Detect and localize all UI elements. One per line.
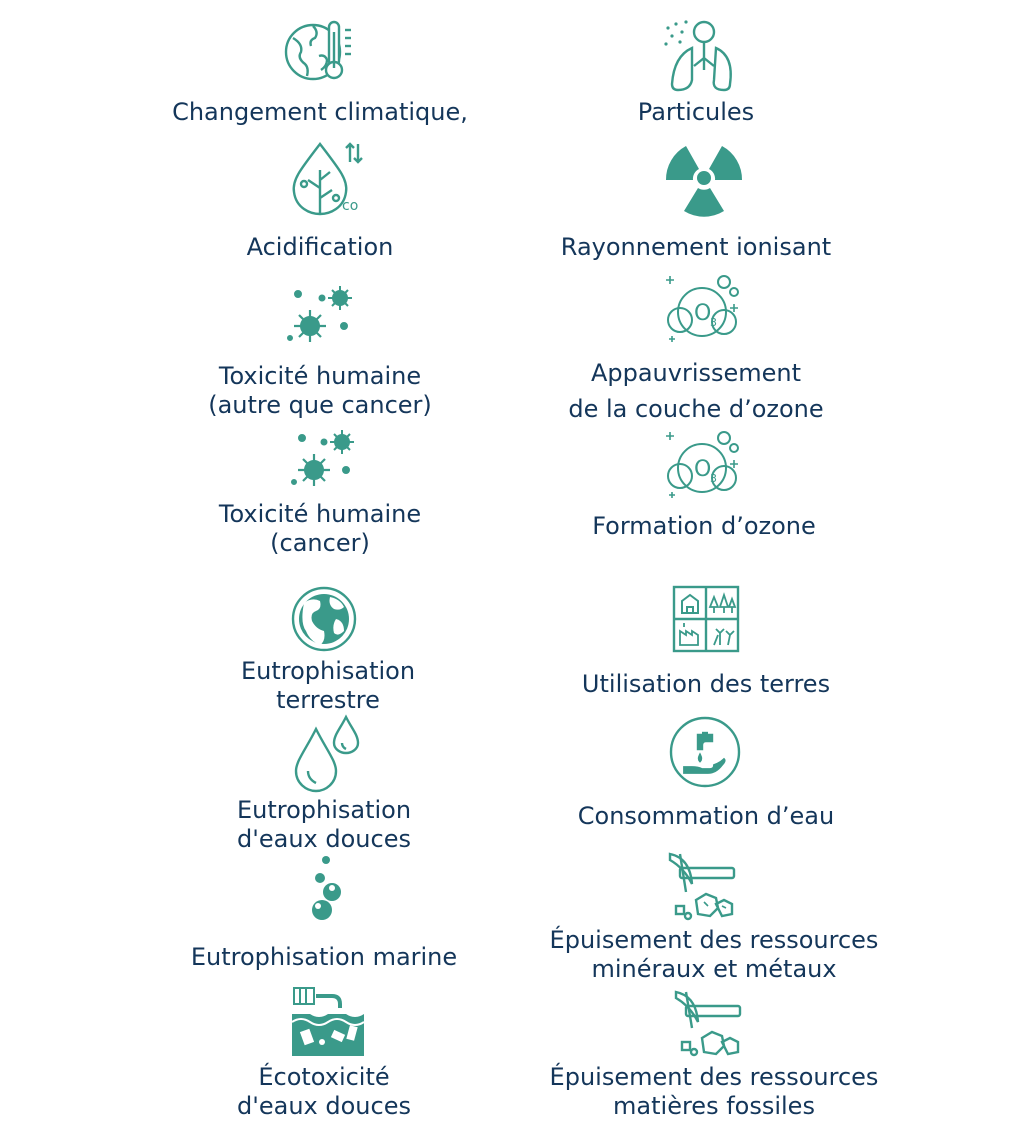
impact-label: Formation d’ozone: [592, 512, 816, 540]
virus-icon: [290, 428, 366, 497]
polluted-water-icon: [292, 986, 364, 1061]
impact-label: Consommation d’eau: [577, 802, 835, 830]
ozone-symbol: O: [694, 301, 712, 326]
svg-text:co: co: [342, 198, 359, 214]
impact-label: Changement climatique,: [172, 98, 468, 126]
ozone-subscript: 3: [710, 472, 717, 485]
impact-label: Épuisement des ressources minéraux et métaux: [549, 926, 879, 983]
impact-label: Écotoxicité d'eaux douces: [237, 1063, 411, 1120]
ozone-icon: [662, 428, 742, 505]
impact-label: Épuisement des ressources matières fossiles: [549, 1063, 879, 1120]
tap-hand-icon: [668, 715, 742, 794]
impact-label: Acidification: [246, 233, 394, 261]
impact-label: Eutrophisation marine: [190, 943, 458, 971]
bubbles-icon: [308, 856, 348, 933]
ozone-icon: [662, 272, 742, 349]
impact-label: Toxicité humaine (autre que cancer): [208, 362, 432, 419]
water-drops-icon: [292, 715, 362, 798]
leaf-co2-icon: [290, 140, 366, 221]
ozone-subscript: 3: [710, 316, 717, 329]
impact-label: Eutrophisation d'eaux douces: [236, 796, 412, 853]
pickaxe-minerals-icon: [666, 850, 740, 927]
radiation-icon: [664, 140, 744, 221]
impact-label: Particules: [637, 98, 755, 126]
land-use-grid-icon: [672, 585, 740, 658]
impact-label: Appauvrissement de la couche d’ozone: [568, 359, 824, 423]
impact-label: Eutrophisation terrestre: [240, 657, 416, 714]
virus-icon: [284, 282, 360, 351]
impact-label: Toxicité humaine (cancer): [218, 500, 422, 557]
lungs-icon: [662, 18, 732, 97]
pickaxe-fossil-icon: [672, 988, 746, 1063]
impact-label: Utilisation des terres: [581, 670, 831, 698]
globe-thermometer-icon: [283, 18, 359, 89]
impact-label: Rayonnement ionisant: [560, 233, 832, 261]
earth-icon: [290, 585, 358, 658]
ozone-symbol: O: [694, 457, 712, 482]
